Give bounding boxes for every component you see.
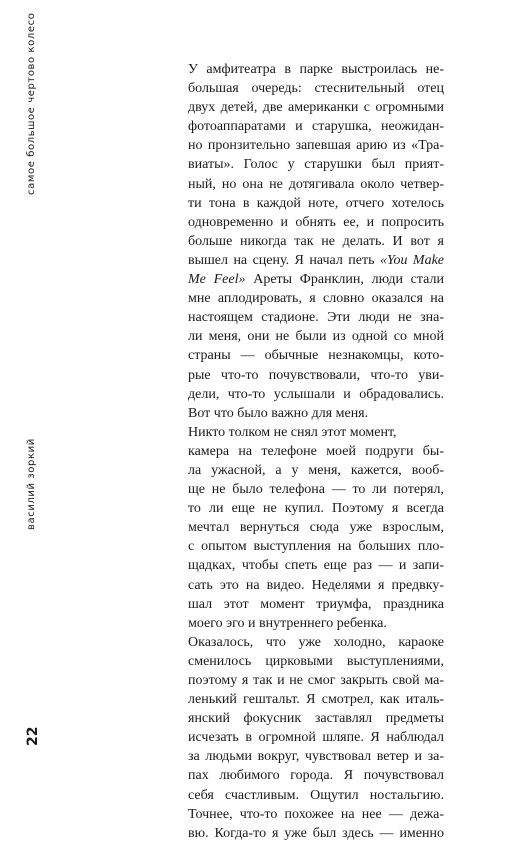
- text-line: шал этот момент триумфа, праздника: [188, 596, 444, 612]
- text-line: ла ужасной, а у меня, кажется, вооб-: [188, 462, 444, 478]
- text-line: моего эго и внутреннего ребенка.: [188, 615, 387, 631]
- text-line: пах любимого города. Я почувствовал: [188, 768, 444, 784]
- text-line: виаты». Голос у старушки был прият-: [188, 157, 444, 173]
- text-line: Точнее, что-то похожее на нее — дежа-: [188, 806, 444, 822]
- text-line: то ли еще не купил. Поэтому я всегда: [188, 501, 444, 517]
- text-line: Me Feel» Ареты Франклин, люди стали: [188, 272, 444, 288]
- text-line: ти тона в каждой ноте, отчего хотелось: [188, 195, 444, 211]
- text-line: вю. Когда-то я уже был здесь — именно: [188, 825, 444, 841]
- page-number: 22: [25, 726, 41, 746]
- italic-song-title: Me Feel»: [188, 272, 246, 288]
- text-line: поэтому я так и не смог закрыть свой ма-: [188, 673, 444, 688]
- text-line: одновременно и обнять ее, и попросить: [188, 214, 444, 230]
- text-line: У амфитеатра в парке выстроилась не-: [188, 62, 444, 77]
- italic-song-title: «You Make: [379, 252, 444, 268]
- text-line: ще не было телефона — то ли потерял,: [188, 482, 444, 498]
- text-line: вышел на сцену. Я начал петь «You Make: [188, 252, 444, 268]
- body-text: [188, 60, 444, 843]
- text-line: Вот что было важно для меня.: [188, 405, 369, 421]
- text-line: исчезать в огромной шляпе. Я наблюдал: [188, 730, 444, 746]
- text-line: щадках, чтобы спеть еще раз — и запи-: [188, 558, 444, 574]
- text-line: ленький гештальт. Я смотрел, как италь-: [188, 692, 444, 708]
- text-line: камера на телефоне моей подруги бы-: [188, 443, 444, 459]
- text-line: настоящем стадионе. Эти люди не зна-: [188, 310, 444, 326]
- text-line: мечтал вернуться сюда уже взрослым,: [188, 520, 444, 536]
- text-line: больше никогда так не делать. И вот я: [188, 233, 444, 249]
- text-line: сать это на видео. Неделями я предвку-: [188, 577, 444, 593]
- text-line: ли меня, они не были из одной со мной: [188, 329, 444, 345]
- text-line: Оказалось, что уже холодно, караоке: [188, 634, 444, 650]
- text-line: дели, что-то услышали и обрадовались.: [188, 386, 444, 402]
- text-line: но пронзительно запевшая арию из «Тра-: [188, 138, 444, 154]
- text-line: мне аплодировать, я словно оказался на: [188, 291, 444, 307]
- text-line: с опытом выступления на больших пло-: [188, 539, 444, 555]
- text-line: сменилось цирковыми выступлениями,: [188, 653, 444, 669]
- text-line: двух детей, две американки с огромными: [188, 100, 444, 116]
- running-head-author: василий зоркий: [26, 438, 37, 530]
- text-line: за людьми вокруг, чувствовал ветер и за-: [188, 749, 444, 765]
- text-line: большая очередь: стеснительный отец: [188, 81, 444, 97]
- text-line: фотоаппаратами и старушка, неожидан-: [188, 119, 444, 135]
- text-line: ный, но она не дотягивала около четвер-: [188, 176, 444, 192]
- text-line: себя счастливым. Ощутил ностальгию.: [188, 787, 444, 803]
- text-line: янский фокусник заставлял предметы: [188, 711, 444, 727]
- text-line: Никто толком не снял этот момент,: [188, 424, 397, 440]
- text-line: рые что-то почувствовали, что-то уви-: [188, 367, 444, 383]
- running-head-book-title: самое большое чертово колесо: [26, 12, 37, 195]
- text-line: страны — обычные незнакомцы, кото-: [188, 348, 444, 364]
